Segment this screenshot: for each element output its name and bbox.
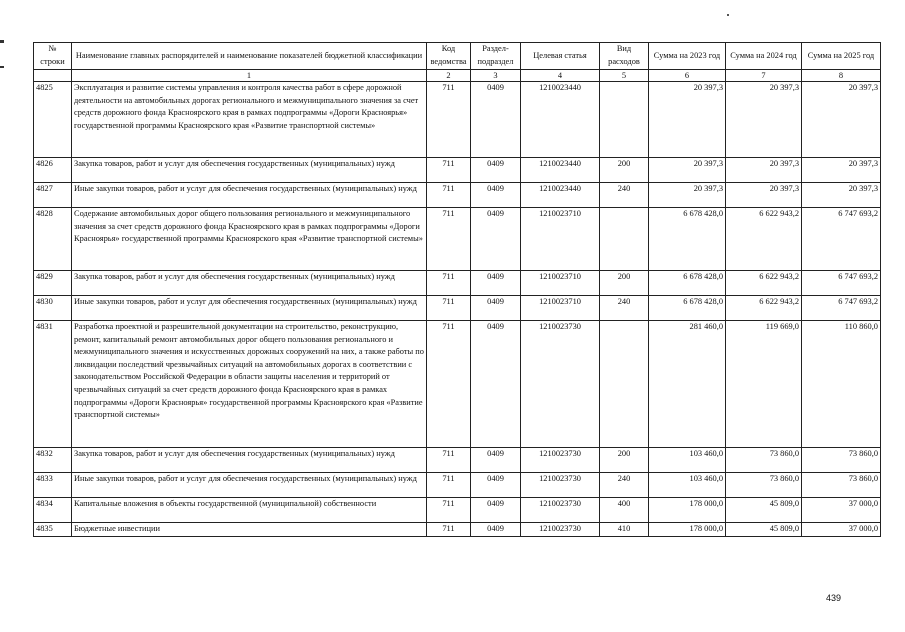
row-section: 0409: [471, 271, 521, 296]
row-target-article: 1210023730: [521, 473, 600, 498]
row-expense-type: 240: [600, 183, 649, 208]
row-amount-2023: 103 460,0: [649, 473, 726, 498]
table-row: [34, 271, 881, 296]
row-section: 0409: [471, 448, 521, 473]
row-section: 0409: [471, 158, 521, 183]
row-amount-2025: 37 000,0: [802, 523, 881, 537]
row-amount-2024: 6 622 943,2: [726, 271, 802, 296]
row-section: 0409: [471, 183, 521, 208]
column-number: 2: [427, 70, 471, 82]
row-department-code: 711: [427, 296, 471, 321]
row-section: 0409: [471, 208, 521, 271]
row-number: 4826: [34, 158, 72, 183]
row-number: 4832: [34, 448, 72, 473]
header-target-article: Целевая статья: [521, 43, 600, 70]
header-amount-2024: Сумма на 2024 год: [726, 43, 802, 70]
row-amount-2025: 6 747 693,2: [802, 296, 881, 321]
row-expense-type: 240: [600, 296, 649, 321]
row-section: 0409: [471, 296, 521, 321]
row-department-code: 711: [427, 158, 471, 183]
row-number: 4834: [34, 498, 72, 523]
row-amount-2023: 20 397,3: [649, 158, 726, 183]
row-department-code: 711: [427, 183, 471, 208]
header-amount-2023: Сумма на 2023 год: [649, 43, 726, 70]
row-name: Разработка проектной и разрешительной документации на строительство, реконструкцию, ремонт, капитальный ремонт автомобильных дорог общего пользования регионального и межмуниципального значения и искусственных дорожных сооружений на них, а также работы по ликвидации последствий чрезвычайных ситуаций на автомобильных дорогах в соответствии с законодательством Российской Федерации в области защиты населения и территорий от чрезвычайных ситуаций за счет средств дорожного фонда Красноярского края в рамках подпрограммы «Дороги Красноярья» государственной программы Красноярского края «Развитие транспортной системы»: [72, 321, 427, 448]
row-expense-type: 200: [600, 448, 649, 473]
row-expense-type: [600, 208, 649, 271]
row-target-article: 1210023730: [521, 498, 600, 523]
table-row: [34, 158, 881, 183]
header-name: Наименование главных распорядителей и наименование показателей бюджетной классификации: [72, 43, 427, 70]
budget-table: [33, 42, 881, 537]
row-department-code: 711: [427, 523, 471, 537]
row-amount-2023: 281 460,0: [649, 321, 726, 448]
column-number: 3: [471, 70, 521, 82]
header-department-code: Код ведомства: [427, 43, 471, 70]
row-expense-type: 200: [600, 271, 649, 296]
row-amount-2023: 20 397,3: [649, 183, 726, 208]
row-department-code: 711: [427, 448, 471, 473]
header-row-number: № строки: [34, 43, 72, 70]
row-amount-2024: 45 809,0: [726, 523, 802, 537]
row-target-article: 1210023710: [521, 271, 600, 296]
table-row: [34, 498, 881, 523]
row-expense-type: 200: [600, 158, 649, 183]
row-amount-2025: 73 860,0: [802, 473, 881, 498]
row-amount-2025: 110 860,0: [802, 321, 881, 448]
table-row: [34, 208, 881, 271]
row-expense-type: 400: [600, 498, 649, 523]
row-expense-type: [600, 321, 649, 448]
column-number: 4: [521, 70, 600, 82]
row-department-code: 711: [427, 498, 471, 523]
table-row: [34, 523, 881, 537]
row-amount-2025: 20 397,3: [802, 82, 881, 158]
row-amount-2025: 6 747 693,2: [802, 271, 881, 296]
row-amount-2025: 6 747 693,2: [802, 208, 881, 271]
row-section: 0409: [471, 498, 521, 523]
row-number: 4831: [34, 321, 72, 448]
row-expense-type: 410: [600, 523, 649, 537]
header-amount-2025: Сумма на 2025 год: [802, 43, 881, 70]
row-target-article: 1210023730: [521, 523, 600, 537]
column-number: 1: [72, 70, 427, 82]
row-amount-2023: 20 397,3: [649, 82, 726, 158]
row-number: 4828: [34, 208, 72, 271]
row-name: Эксплуатация и развитие системы управления и контроля качества работ в сфере дорожной деятельности на автомобильных дорогах регионального и межмуниципального значения за счет средств дорожного фонда Красноярского края в рамках подпрограммы «Дороги Красноярья» государственной программы Красноярского края «Развитие транспортной системы»: [72, 82, 427, 158]
row-amount-2023: 6 678 428,0: [649, 271, 726, 296]
row-name: Закупка товаров, работ и услуг для обеспечения государственных (муниципальных) нужд: [72, 271, 427, 296]
row-name: Бюджетные инвестиции: [72, 523, 427, 537]
row-amount-2024: 6 622 943,2: [726, 208, 802, 271]
scan-speck: [727, 14, 729, 16]
row-department-code: 711: [427, 271, 471, 296]
row-name: Иные закупки товаров, работ и услуг для обеспечения государственных (муниципальных) нужд: [72, 473, 427, 498]
table-row: [34, 296, 881, 321]
row-target-article: 1210023710: [521, 208, 600, 271]
row-amount-2023: 178 000,0: [649, 523, 726, 537]
row-name: Закупка товаров, работ и услуг для обеспечения государственных (муниципальных) нужд: [72, 448, 427, 473]
column-number: 8: [802, 70, 881, 82]
row-target-article: 1210023440: [521, 183, 600, 208]
row-section: 0409: [471, 82, 521, 158]
row-expense-type: [600, 82, 649, 158]
row-amount-2025: 20 397,3: [802, 183, 881, 208]
row-amount-2025: 73 860,0: [802, 448, 881, 473]
row-amount-2023: 178 000,0: [649, 498, 726, 523]
row-amount-2024: 119 669,0: [726, 321, 802, 448]
row-target-article: 1210023440: [521, 158, 600, 183]
row-amount-2024: 73 860,0: [726, 473, 802, 498]
row-target-article: 1210023730: [521, 448, 600, 473]
column-number-row: [34, 70, 881, 82]
row-number: 4830: [34, 296, 72, 321]
row-number: 4833: [34, 473, 72, 498]
header-row: [34, 43, 881, 70]
row-number: 4825: [34, 82, 72, 158]
row-amount-2025: 20 397,3: [802, 158, 881, 183]
row-name: Закупка товаров, работ и услуг для обеспечения государственных (муниципальных) нужд: [72, 158, 427, 183]
table-row: [34, 82, 881, 158]
table-row: [34, 448, 881, 473]
row-amount-2024: 20 397,3: [726, 158, 802, 183]
row-expense-type: 240: [600, 473, 649, 498]
column-number: 7: [726, 70, 802, 82]
row-amount-2024: 45 809,0: [726, 498, 802, 523]
row-amount-2024: 73 860,0: [726, 448, 802, 473]
row-amount-2025: 37 000,0: [802, 498, 881, 523]
page-number: 439: [826, 593, 842, 603]
column-number: [34, 70, 72, 82]
row-department-code: 711: [427, 473, 471, 498]
row-number: 4827: [34, 183, 72, 208]
table-row: [34, 321, 881, 448]
table-row: [34, 473, 881, 498]
scan-edge-mark: [0, 66, 4, 68]
row-section: 0409: [471, 523, 521, 537]
column-number: 5: [600, 70, 649, 82]
row-number: 4835: [34, 523, 72, 537]
row-name: Иные закупки товаров, работ и услуг для обеспечения государственных (муниципальных) нужд: [72, 183, 427, 208]
row-amount-2024: 20 397,3: [726, 183, 802, 208]
row-target-article: 1210023440: [521, 82, 600, 158]
row-amount-2023: 6 678 428,0: [649, 296, 726, 321]
row-number: 4829: [34, 271, 72, 296]
row-amount-2024: 20 397,3: [726, 82, 802, 158]
row-target-article: 1210023730: [521, 321, 600, 448]
row-amount-2023: 103 460,0: [649, 448, 726, 473]
row-amount-2023: 6 678 428,0: [649, 208, 726, 271]
row-department-code: 711: [427, 208, 471, 271]
table-row: [34, 183, 881, 208]
row-target-article: 1210023710: [521, 296, 600, 321]
row-name: Капитальные вложения в объекты государственной (муниципальной) собственности: [72, 498, 427, 523]
header-expense-type: Вид расходов: [600, 43, 649, 70]
row-amount-2024: 6 622 943,2: [726, 296, 802, 321]
row-section: 0409: [471, 473, 521, 498]
row-name: Иные закупки товаров, работ и услуг для обеспечения государственных (муниципальных) нужд: [72, 296, 427, 321]
row-name: Содержание автомобильных дорог общего пользования регионального и межмуниципального значения за счет средств дорожного фонда Красноярского края в рамках подпрограммы «Дороги Красноярья» государственной программы Красноярского края «Развитие транспортной системы»: [72, 208, 427, 271]
scan-edge-mark: [0, 40, 4, 43]
row-department-code: 711: [427, 321, 471, 448]
column-number: 6: [649, 70, 726, 82]
header-section: Раздел-подраздел: [471, 43, 521, 70]
row-section: 0409: [471, 321, 521, 448]
row-department-code: 711: [427, 82, 471, 158]
